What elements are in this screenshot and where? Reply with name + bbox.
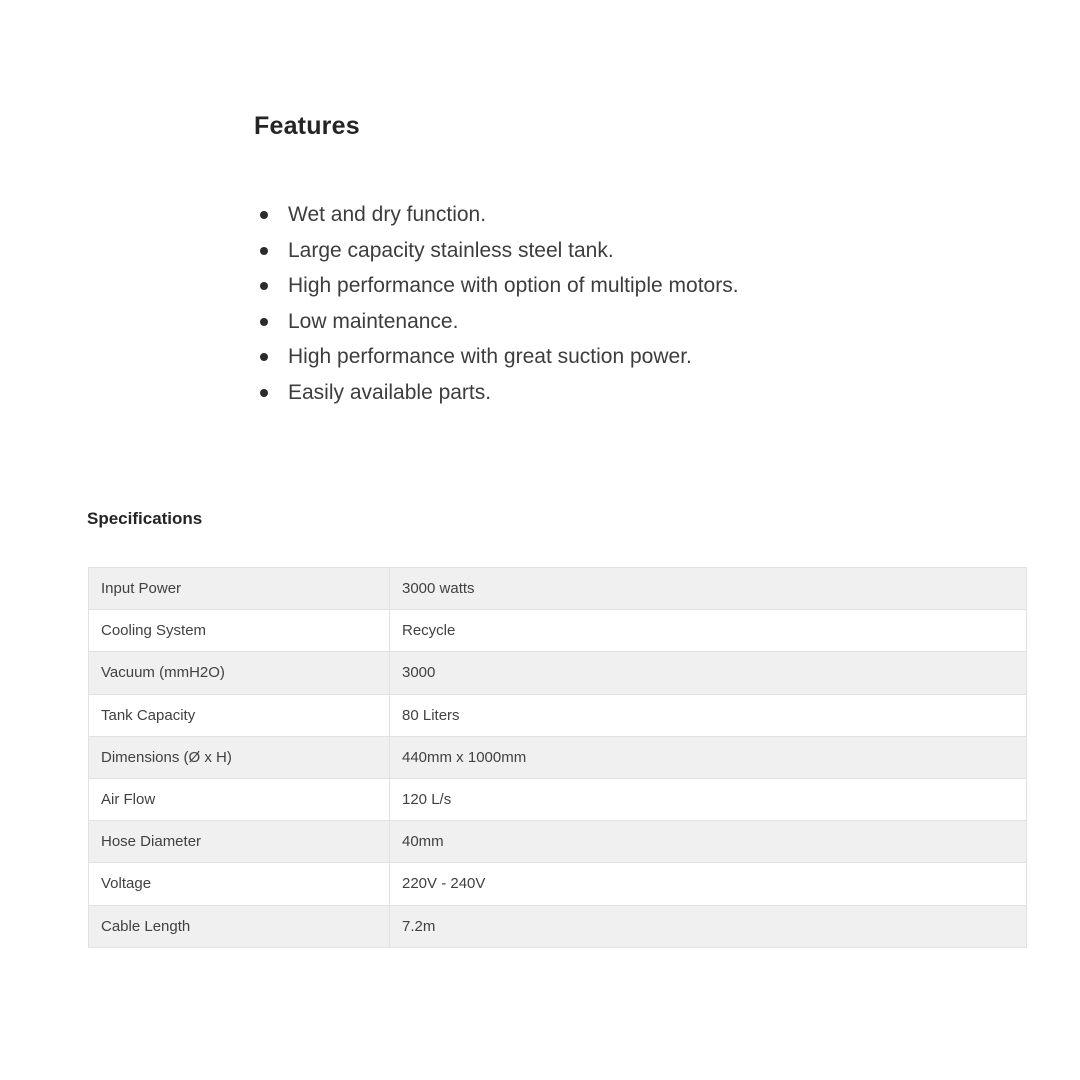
feature-item (255, 304, 739, 340)
feature-item-text: Easily available parts. (288, 380, 492, 404)
spec-value: 7.2m (402, 917, 436, 935)
spec-label: Cable Length (89, 906, 390, 947)
table-row (89, 609, 1026, 651)
table-row (89, 820, 1026, 862)
table-row (89, 651, 1026, 693)
feature-item-text: High performance with great suction power. (288, 345, 692, 369)
bullet-icon (260, 247, 268, 255)
table-row (89, 567, 1026, 609)
spec-value: 80 Liters (402, 706, 460, 724)
feature-item-text: Wet and dry function. (288, 203, 487, 226)
spec-value: 3000 (402, 664, 436, 682)
spec-label: Voltage (89, 863, 390, 904)
spec-value: 220V - 240V (402, 875, 486, 893)
bullet-icon (260, 389, 268, 397)
spec-label: Cooling System (89, 610, 390, 651)
spec-value: 120 L/s (402, 791, 452, 809)
features-heading: Features (254, 112, 360, 140)
bullet-icon (260, 211, 268, 219)
bullet-icon (260, 282, 268, 290)
spec-label: Input Power (89, 568, 390, 609)
bullet-icon (260, 318, 268, 326)
specifications-heading: Specifications (87, 509, 203, 528)
spec-label: Tank Capacity (89, 695, 390, 736)
feature-item (255, 197, 739, 233)
table-row (89, 736, 1026, 778)
spec-label: Hose Diameter (89, 821, 390, 862)
spec-value: 3000 watts (402, 580, 475, 598)
features-list (255, 197, 739, 411)
spec-value: 40mm (402, 833, 444, 851)
table-row (89, 862, 1026, 904)
spec-label: Vacuum (mmH2O) (89, 652, 390, 693)
feature-item-text: Low maintenance. (288, 309, 459, 333)
spec-label: Air Flow (89, 779, 390, 820)
spec-value: 440mm x 1000mm (402, 748, 527, 766)
feature-item-text: High performance with option of multiple motors. (288, 274, 739, 298)
spec-value: Recycle (402, 622, 456, 640)
table-row (89, 694, 1026, 736)
feature-item (255, 339, 739, 375)
table-row (89, 778, 1026, 820)
table-row (89, 905, 1026, 947)
feature-item (255, 268, 739, 304)
feature-item-text: Large capacity stainless steel tank. (288, 238, 614, 262)
specifications-table (88, 567, 1027, 948)
feature-item (255, 233, 739, 269)
feature-item (255, 375, 739, 411)
bullet-icon (260, 353, 268, 361)
spec-label: Dimensions (Ø x H) (89, 737, 390, 778)
